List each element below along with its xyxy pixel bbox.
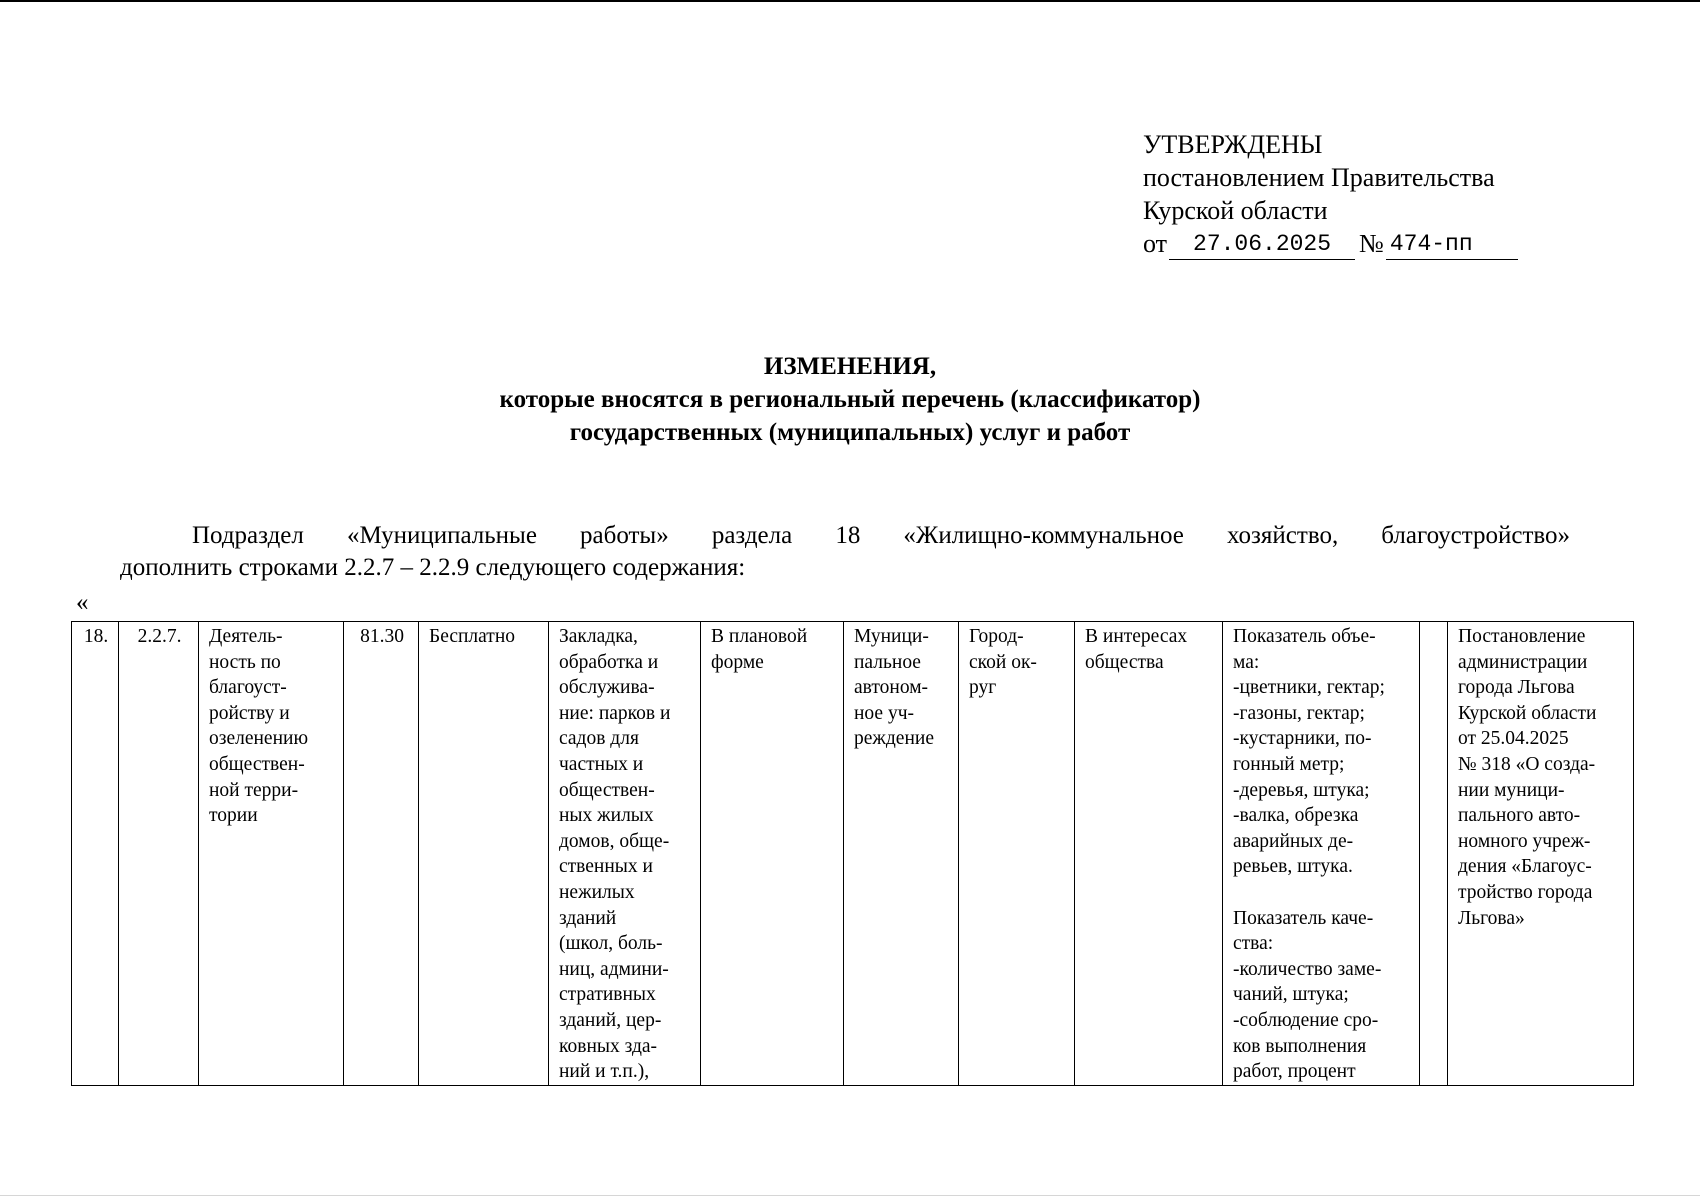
cell-line: 2.2.7. [137, 626, 182, 647]
approval-date-field: 27.06.2025 [1169, 230, 1355, 260]
approval-line-2: Курской области [1143, 196, 1328, 225]
cell-line: Город- [969, 626, 1024, 647]
cell-line: ной терри- [209, 779, 299, 801]
cell-line: ное уч- [854, 702, 915, 724]
cell-row-number [72, 622, 119, 1086]
cell-line: от 25.04.2025 [1458, 728, 1569, 750]
table-row [72, 622, 1634, 1086]
cell-line: Бесплатно [429, 626, 516, 647]
cell-line: гонный метр; [1233, 753, 1345, 775]
cell-line: Закладка, [559, 626, 638, 647]
number-label: № [1359, 229, 1384, 258]
cell-line: -газоны, гектар; [1233, 702, 1365, 724]
cell-line: Муници- [854, 626, 929, 647]
title-line-2: которые вносятся в региональный перечень (классификатор) [499, 386, 1201, 413]
cell-code [119, 622, 199, 1086]
cell-line: (школ, боль- [559, 933, 663, 955]
cell-line: Показатель объе- [1233, 626, 1376, 647]
cell-line: 81.30 [360, 626, 404, 647]
cell-line: ревьев, штука. [1233, 856, 1353, 878]
approval-number-field: 474-пп [1386, 230, 1518, 260]
cell-line: ков выполнения [1233, 1035, 1367, 1057]
cell-line: домов, обще- [559, 830, 670, 852]
intro-line-2: дополнить строками 2.2.7 – 2.2.9 следующего содержания: [120, 554, 746, 581]
intro-paragraph [120, 520, 1570, 584]
approval-line-1: постановлением Правительства [1143, 163, 1495, 192]
cell-line: ний и т.п.), [559, 1061, 650, 1083]
cell-legal-basis [1448, 622, 1634, 1086]
cell-line: Показатель каче- [1233, 907, 1374, 929]
cell-line: общества [1085, 651, 1164, 673]
cell-line: -цветники, гектар; [1233, 677, 1385, 699]
cell-line: ниц, админи- [559, 958, 669, 980]
cell-line: Льгова» [1458, 907, 1525, 929]
cell-line: нежилых [559, 881, 635, 903]
title-line-1: ИЗМЕНЕНИЯ, [763, 353, 937, 380]
cell-line: аварийных де- [1233, 830, 1354, 852]
cell-line: -количество заме- [1233, 958, 1382, 980]
cell-line: автоном- [854, 677, 929, 699]
cell-line: Постановление [1458, 626, 1586, 647]
cell-line: В интересах [1085, 626, 1188, 647]
cell-line: обслужива- [559, 677, 655, 699]
cell-line: 18. [83, 626, 109, 647]
cell-line: нии муници- [1458, 779, 1565, 801]
approval-title: УТВЕРЖДЕНЫ [1143, 130, 1323, 159]
cell-line: ственных и [559, 856, 653, 878]
cell-line: обществен- [559, 779, 655, 801]
cell-line: пального авто- [1458, 805, 1581, 827]
cell-line: тории [209, 805, 258, 827]
perechen-table [71, 621, 1634, 1086]
cell-line: ства: [1233, 933, 1274, 955]
cell-line: ма: [1233, 651, 1260, 673]
cell-line: тройство города [1458, 881, 1593, 903]
cell-line: В плановой [711, 626, 808, 647]
top-border [0, 0, 1700, 2]
cell-line: Курской области [1458, 702, 1597, 724]
cell-consumers [1075, 622, 1223, 1086]
approval-block [1143, 128, 1518, 260]
cell-line: Деятель- [209, 626, 283, 647]
bottom-scan-edge [0, 1195, 1700, 1196]
cell-line: ние: парков и [559, 702, 671, 724]
cell-work-name [199, 622, 344, 1086]
from-label: от [1143, 229, 1168, 258]
cell-level [959, 622, 1075, 1086]
cell-line: дения «Благоус- [1458, 856, 1592, 878]
title-line-3: государственных (муниципальных) услуг и работ [569, 419, 1131, 446]
cell-payment [419, 622, 549, 1086]
cell-line: озеленению [209, 728, 309, 750]
approval-order-line [1143, 227, 1518, 260]
cell-line: зданий, цер- [559, 1009, 662, 1031]
cell-line: форме [711, 651, 764, 673]
cell-line [1233, 880, 1411, 906]
cell-line: руг [969, 677, 997, 699]
opening-quote: « [76, 589, 89, 616]
cell-line: ской ок- [969, 651, 1037, 673]
cell-line: частных и [559, 753, 644, 775]
cell-line: ных жилых [559, 805, 654, 827]
cell-line: -соблюдение сро- [1233, 1009, 1379, 1031]
cell-line: обществен- [209, 753, 305, 775]
cell-institution-type [844, 622, 959, 1086]
cell-line: ройству и [209, 702, 290, 724]
cell-line: города Льгова [1458, 677, 1575, 699]
cell-line: ность по [209, 651, 281, 673]
cell-line: реждение [854, 728, 934, 750]
cell-line: благоуст- [209, 677, 287, 699]
cell-line: пальное [854, 651, 921, 673]
cell-content [549, 622, 701, 1086]
document-title [0, 350, 1700, 449]
cell-line: № 318 «О созда- [1458, 753, 1596, 775]
cell-line: -деревья, штука; [1233, 779, 1370, 801]
cell-line: номного учреж- [1458, 830, 1591, 852]
cell-okved [344, 622, 419, 1086]
cell-indicators [1223, 622, 1420, 1086]
cell-line: -кустарники, по- [1233, 728, 1372, 750]
cell-line: -валка, обрезка [1233, 805, 1359, 827]
cell-line: стративных [559, 984, 656, 1006]
cell-line: администрации [1458, 651, 1588, 673]
cell-line: ковных зда- [559, 1035, 658, 1057]
intro-line-1: Подраздел «Муниципальные работы» раздела 18 «Жилищно-коммунальное хозяйство, благоустройство» [192, 522, 1570, 549]
cell-line: обработка и [559, 651, 659, 673]
cell-form [701, 622, 844, 1086]
cell-line: садов для [559, 728, 639, 750]
cell-empty [1420, 622, 1448, 1086]
cell-line: работ, процент [1233, 1061, 1356, 1083]
cell-line: зданий [559, 907, 617, 929]
cell-line: чаний, штука; [1233, 984, 1349, 1006]
